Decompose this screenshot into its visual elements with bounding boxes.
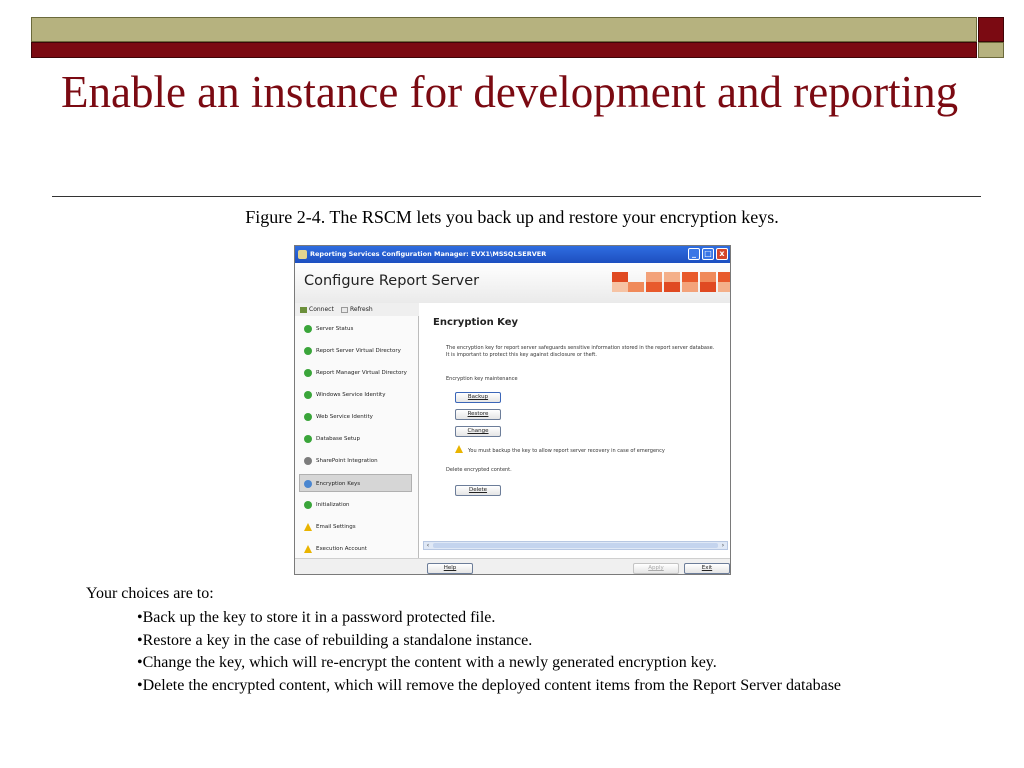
warning-icon <box>455 445 463 453</box>
minimize-button[interactable]: _ <box>688 248 700 260</box>
figure-caption: Figure 2-4. The RSCM lets you back up and restore your encryption keys. <box>245 207 779 227</box>
connect-button[interactable] <box>300 303 334 316</box>
sidebar-item-sharepoint-integration[interactable]: SharePoint Integration <box>300 452 413 470</box>
warning-icon <box>304 523 312 531</box>
top-maroon-bar <box>31 42 977 58</box>
sidebar-item-server-status[interactable]: Server Status <box>300 320 413 338</box>
scroll-right-icon[interactable]: › <box>721 542 725 549</box>
warning-icon <box>304 545 312 553</box>
maintenance-label: Encryption key maintenance <box>446 376 518 382</box>
check-circle-icon <box>304 501 312 509</box>
sidebar-item-windows-service-identity[interactable]: Windows Service Identity <box>300 386 413 404</box>
sidebar-item-report-manager-virtual-directory[interactable]: Report Manager Virtual Directory <box>300 364 413 382</box>
check-circle-icon <box>304 325 312 333</box>
check-circle-icon <box>304 391 312 399</box>
page-title: Encryption Key <box>433 317 519 328</box>
title-divider <box>52 196 981 197</box>
rscm-window <box>294 245 731 575</box>
delete-section-label: Delete encrypted content. <box>446 467 512 473</box>
list-item: •Back up the key to store it in a password protected file. <box>137 609 496 626</box>
window-title-bar <box>295 246 730 263</box>
sidebar-item-web-service-identity[interactable]: Web Service Identity <box>300 408 413 426</box>
horizontal-scrollbar[interactable] <box>423 541 728 550</box>
close-button[interactable]: x <box>716 248 728 260</box>
restore-button[interactable]: Restore <box>455 409 501 420</box>
header-banner <box>295 263 730 304</box>
warning-text: You must backup the key to allow report server recovery in case of emergency <box>468 448 665 454</box>
refresh-icon <box>341 307 348 313</box>
slide-title: Enable an instance for development and reporting <box>61 67 959 117</box>
help-button[interactable]: Help <box>427 563 473 574</box>
scroll-thumb[interactable] <box>433 543 718 548</box>
sidebar-item-encryption-keys[interactable]: Encryption Keys <box>299 474 412 492</box>
choices-list <box>137 607 957 697</box>
key-icon <box>304 480 312 488</box>
description-text: The encryption key for report server safeguards sensitive information stored in the report server database. It is important to protect this key against disclosure or theft. <box>446 345 715 358</box>
refresh-label: Refresh <box>350 306 373 313</box>
scroll-left-icon[interactable]: ‹ <box>426 542 430 549</box>
bottom-button-bar <box>295 558 731 575</box>
sidebar-item-execution-account[interactable]: Execution Account <box>300 540 413 558</box>
sidebar-item-email-settings[interactable]: Email Settings <box>300 518 413 536</box>
window-title: Reporting Services Configuration Manager: EVX1\MSSQLSERVER <box>310 250 547 258</box>
corner-olive-square <box>978 42 1004 58</box>
list-item: •Restore a key in the case of rebuilding a standalone instance. <box>137 631 533 649</box>
sidebar-item-initialization[interactable]: Initialization <box>300 496 413 514</box>
apply-button[interactable]: Apply <box>633 563 679 574</box>
sidebar-item-report-server-virtual-directory[interactable]: Report Server Virtual Directory <box>300 342 413 360</box>
exit-button[interactable]: Exit <box>684 563 730 574</box>
delete-button[interactable]: Delete <box>455 485 501 496</box>
maximize-button[interactable]: □ <box>702 248 714 260</box>
top-olive-bar <box>31 17 977 42</box>
list-item: •Change the key, which will re-encrypt the content with a newly generated encryption key. <box>137 654 717 671</box>
app-icon <box>298 250 307 259</box>
connect-icon <box>300 307 307 313</box>
corner-maroon-square <box>978 17 1004 42</box>
choices-intro: Your choices are to: <box>86 585 214 602</box>
main-content <box>419 303 731 575</box>
connect-label: Connect <box>309 306 334 313</box>
sidebar-item-database-setup[interactable]: Database Setup <box>300 430 413 448</box>
toolbar <box>295 303 419 317</box>
list-item: •Delete the encrypted content, which will remove the deployed content items from the Report Server database <box>137 676 842 694</box>
check-circle-icon <box>304 347 312 355</box>
sidebar-nav <box>295 316 419 575</box>
backup-button[interactable]: Backup <box>455 392 501 403</box>
banner-title: Configure Report Server <box>304 273 480 289</box>
refresh-button[interactable] <box>341 303 373 316</box>
change-button[interactable]: Change <box>455 426 501 437</box>
gray-circle-icon <box>304 457 312 465</box>
check-circle-icon <box>304 369 312 377</box>
check-circle-icon <box>304 413 312 421</box>
check-circle-icon <box>304 435 312 443</box>
